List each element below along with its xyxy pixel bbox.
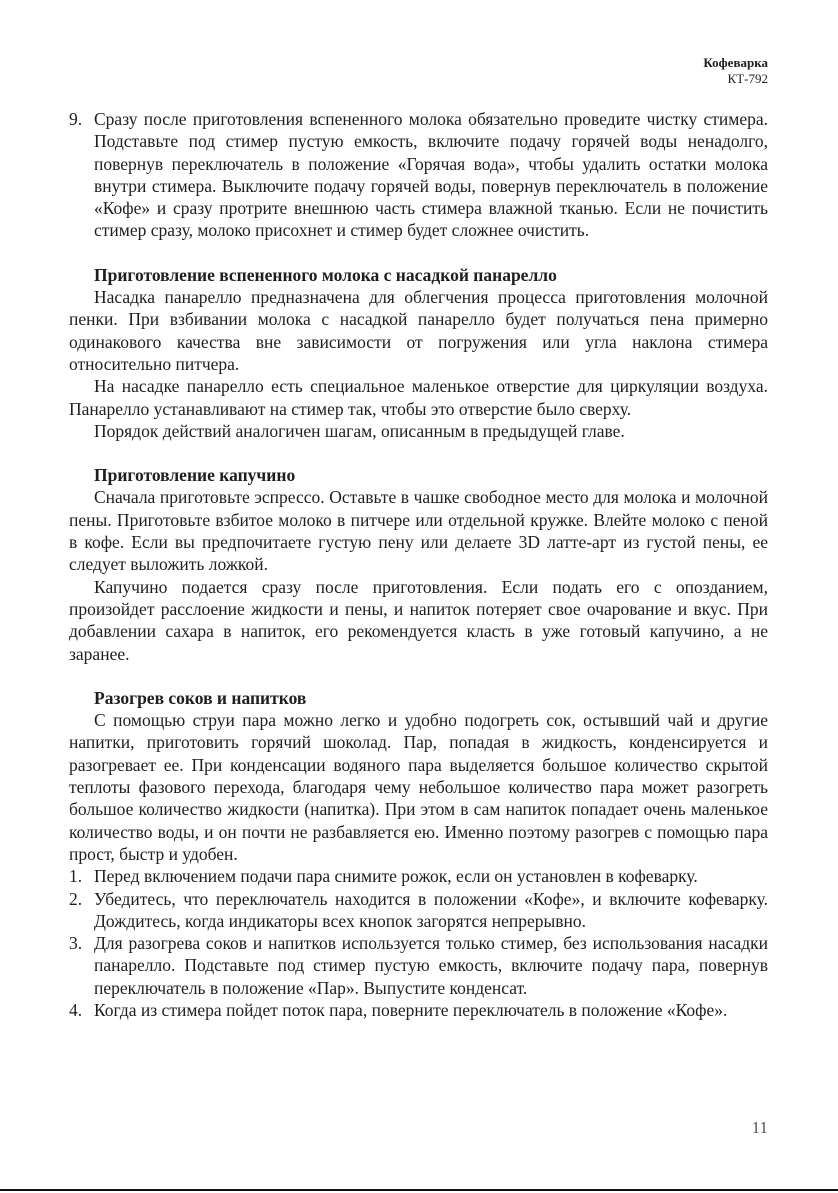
header-model: КТ-792 (727, 71, 768, 86)
paragraph: Порядок действий аналогичен шагам, описанным в предыдущей главе. (94, 420, 625, 441)
list-item-text: Сразу после приготовления вспененного молока обязательно проведите чистку стимера. Подставьте под стимер пустую емкость, включите подачу горячей воды ненадолго, повернув переключатель в положение «Горячая вода», чтобы удалить остатки молока внутри стимера. Выключите подачу горячей воды, повернув переключатель в положение «Кофе» и сразу протрите внешнюю часть стимера влажной тканью. Если не почистить стимер сразу, молоко присохнет и стимер будет сложнее очистить. (94, 109, 768, 241)
list-item-number: 9. (69, 109, 83, 129)
list-item (69, 999, 768, 1021)
list-item-text: Перед включением подачи пара снимите рожок, если он установлен в кофеварку. (94, 866, 698, 887)
list-item-step-9 (69, 108, 768, 242)
section-heading-cappuccino: Приготовление капучино (94, 465, 296, 486)
list-item-text: Для разогрева соков и напитков используется только стимер, без использования насадки панарелло. Подставьте под стимер пустую емкость, включите подачу пара, повернув переключатель в положение «Пар». Выпустите конденсат. (94, 933, 768, 998)
list-item (69, 932, 768, 999)
list-item (69, 865, 768, 887)
section-heading-heating: Разогрев соков и напитков (94, 687, 307, 708)
list-item (69, 888, 768, 933)
paragraph: На насадке панарелло есть специальное маленькое отверстие для циркуляции воздуха. Панарелло устанавливают на стимер так, чтобы это отверстие было сверху. (69, 376, 768, 419)
list-item-number: 2. (69, 888, 83, 909)
header-title: Кофеварка (703, 55, 768, 70)
paragraph: Сначала приготовьте эспрессо. Оставьте в чашке свободное место для молока и молочной пены. Приготовьте взбитое молоко в питчере или отдельной кружке. Влейте молоко с пеной в кофе. Если вы предпочитаете густую пену или делаете 3D латте-арт из густой пены, ее следует выложить ложкой. (69, 487, 768, 575)
page-content (69, 108, 768, 1021)
page-header (703, 55, 768, 87)
section-heading-panarello: Приготовление вспененного молока с насадкой панарелло (94, 264, 557, 285)
list-item-text: Когда из стимера пойдет поток пара, поверните переключатель в положение «Кофе». (94, 999, 728, 1020)
paragraph: Насадка панарелло предназначена для облегчения процесса приготовления молочной пенки. При взбивании молока с насадкой панарелло будет получаться пена примерно одинакового качества вне зависимости от погружения или угла наклона стимера относительно питчера. (69, 287, 768, 374)
list-item-number: 1. (69, 866, 83, 887)
list-item-number: 3. (69, 933, 83, 954)
bottom-divider (0, 1189, 838, 1191)
page-number: 11 (751, 1118, 768, 1137)
list-item-number: 4. (69, 999, 83, 1020)
paragraph: С помощью струи пара можно легко и удобно подогреть сок, остывший чай и другие напитки, приготовить горячий шоколад. Пар, попадая в жидкость, конденсируется и разогревает ее. При конденсации водяного пара выделяется большое количество скрытой теплоты фазового перехода, благодаря чему небольшое количество пара может разогреть большое количество жидкости (напитка). При этом в сам напиток попадает очень маленькое количество воды, и он почти не разбавляется ею. Именно поэтому разогрев с помощью пара прост, быстр и удобен. (69, 710, 768, 864)
paragraph: Капучино подается сразу после приготовления. Если подать его с опозданием, произойдет расслоение жидкости и пены, и напиток потеряет свое очарование и вкус. При добавлении сахара в напиток, его рекомендуется класть в уже готовый капучино, а не заранее. (69, 576, 768, 664)
list-item-text: Убедитесь, что переключатель находится в положении «Кофе», и включите кофеварку. Дождитесь, когда индикаторы всех кнопок загорятся непрерывно. (94, 888, 768, 931)
